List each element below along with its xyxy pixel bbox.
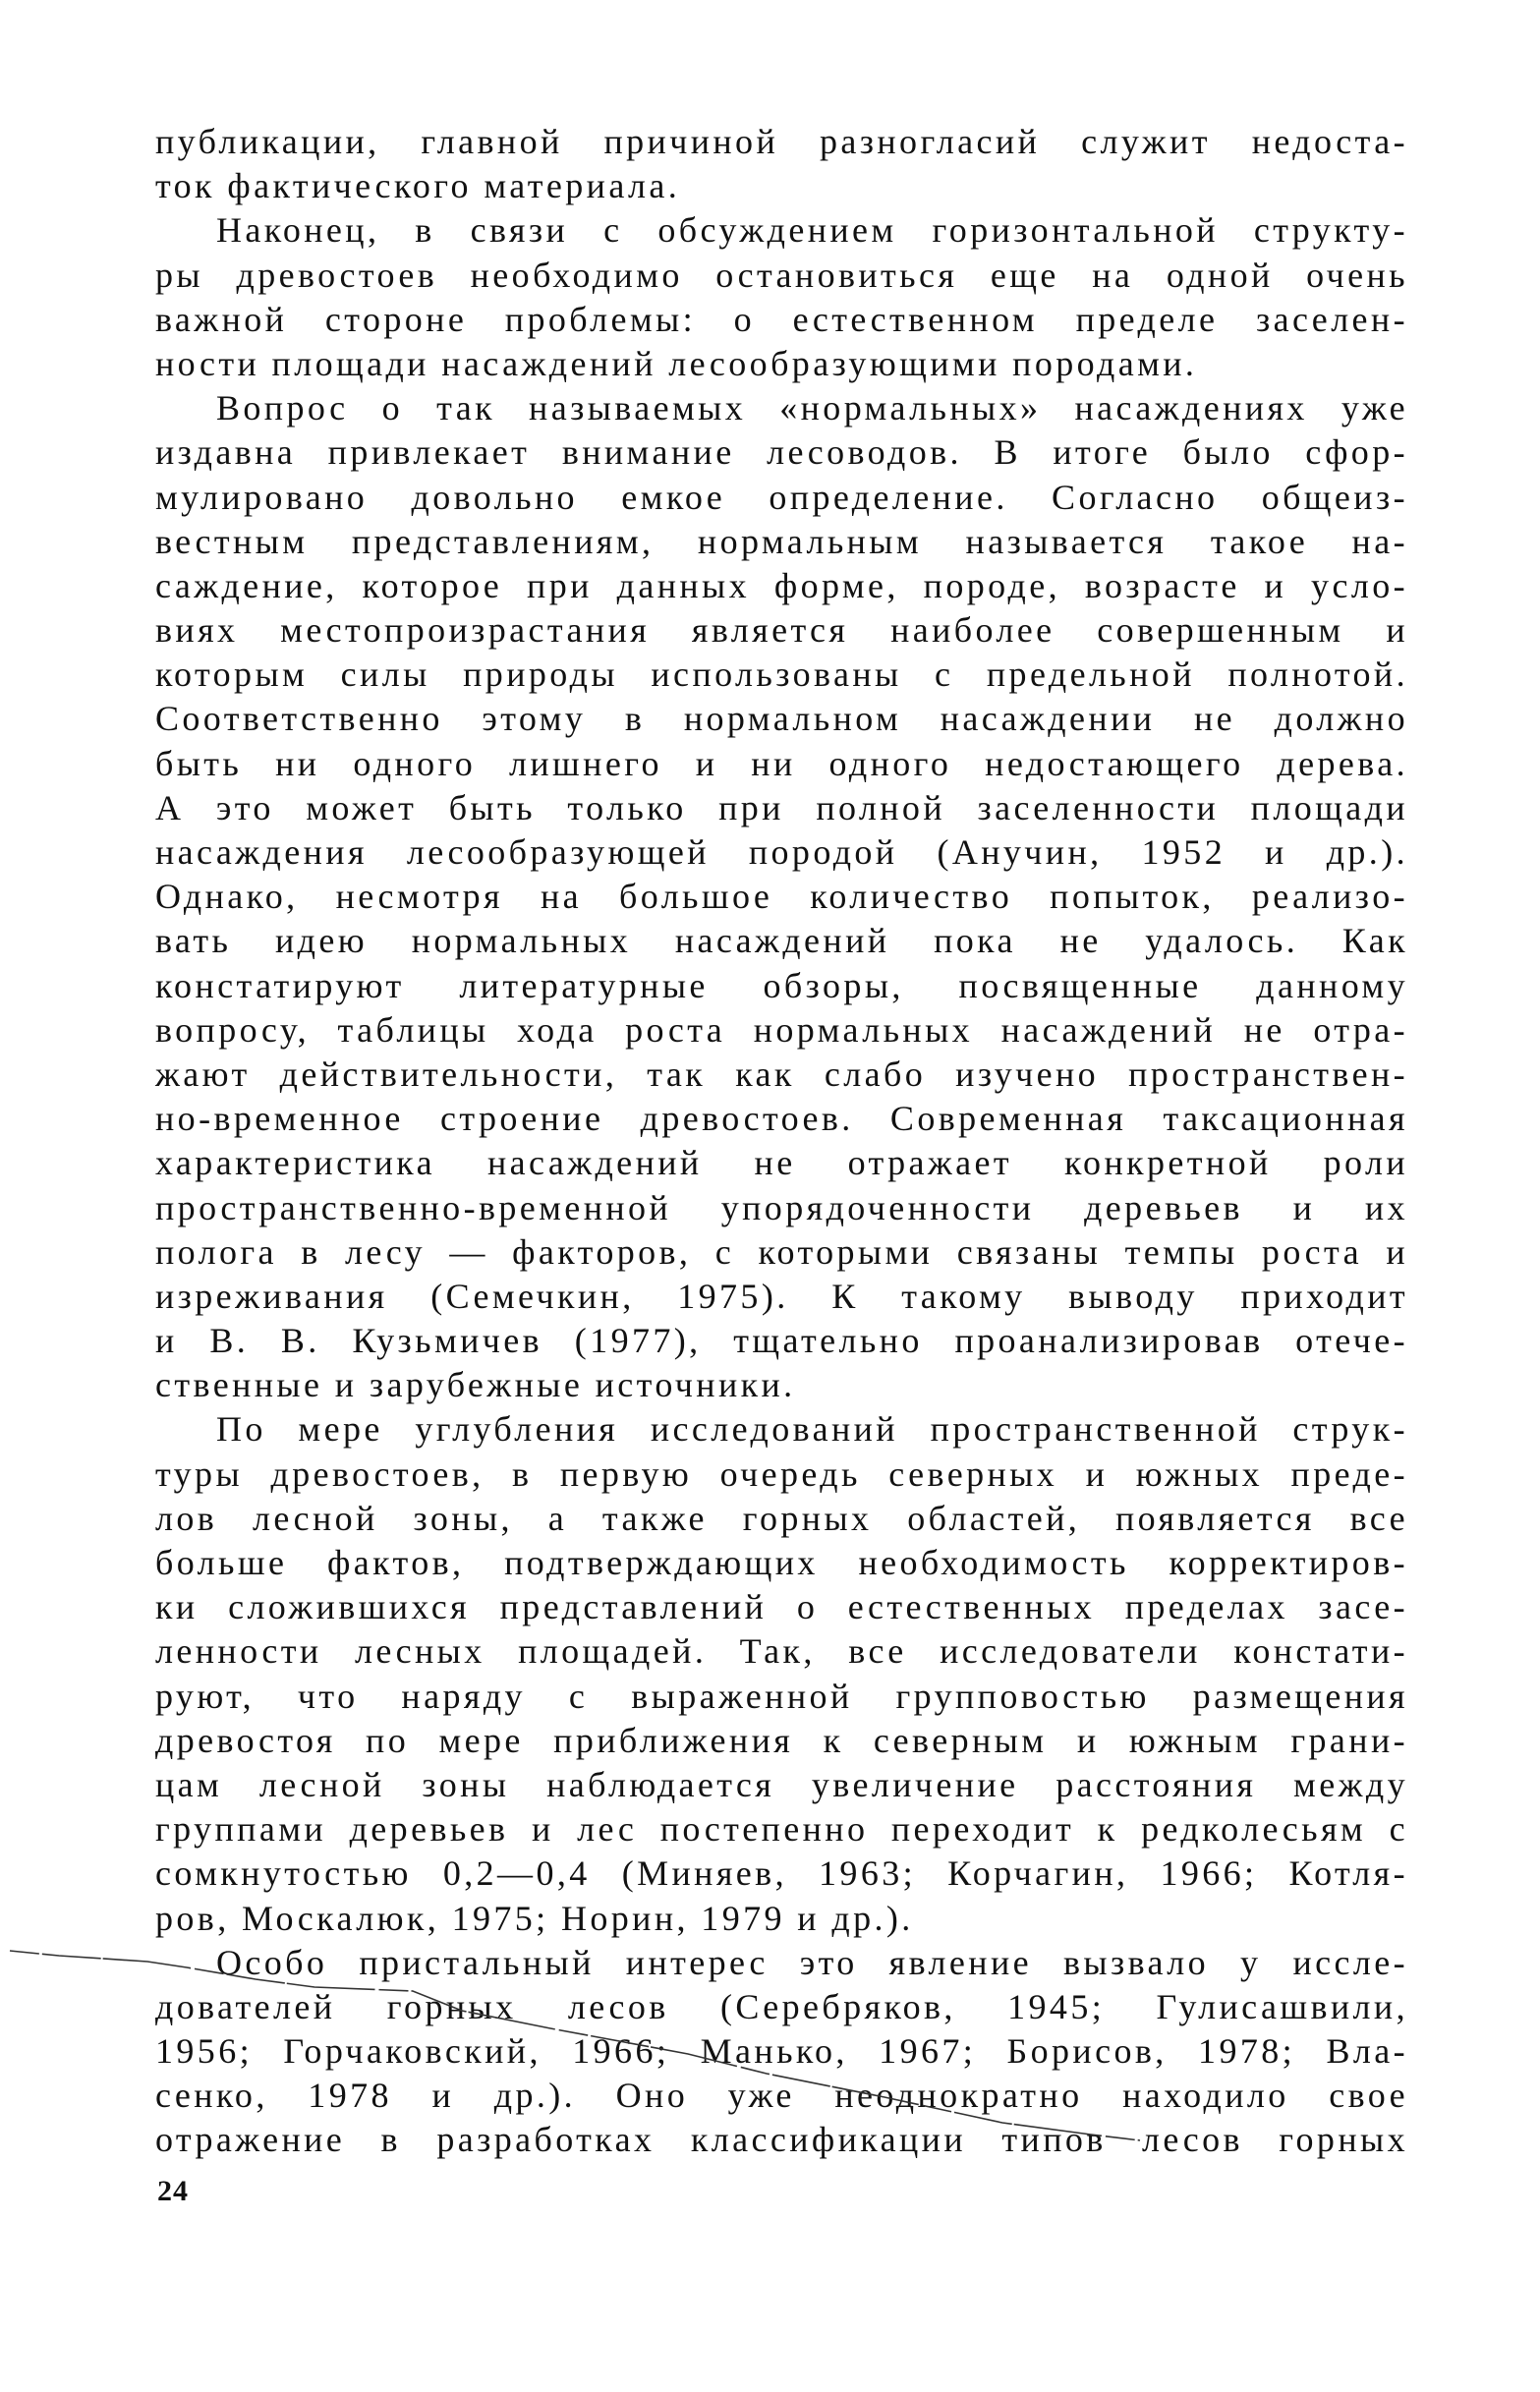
text-line: пространственно-временной упорядоченности деревьев и их	[155, 1187, 1408, 1227]
text-line: констатируют литературные обзоры, посвященные данному	[155, 965, 1408, 1005]
text-line: цам лесной зоны наблюдается увеличение расстояния между	[155, 1764, 1408, 1804]
text-line: и В. В. Кузьмичев (1977), тщательно проанализировав отече-	[155, 1321, 1408, 1361]
text-line: важной стороне проблемы: о естественном пределе заселен-	[155, 299, 1408, 339]
text-line: полога в лесу — факторов, с которыми связаны темпы роста и	[155, 1231, 1408, 1272]
text-line: издавна привлекает внимание лесоводов. В итоге было сфор-	[155, 432, 1408, 473]
text-line: сомкнутостью 0,2—0,4 (Миняев, 1963; Корчагин, 1966; Котля-	[155, 1853, 1408, 1894]
text-line: дователей горных лесов (Серебряков, 1945; Гулисашвили,	[155, 1986, 1408, 2026]
text-line: ток фактического материала.	[155, 166, 681, 206]
text-line: руют, что наряду с выраженной групповостью размещения	[155, 1676, 1408, 1716]
text-line: жают действительности, так как слабо изучено пространствен-	[155, 1054, 1408, 1094]
text-line: лов лесной зоны, а также горных областей, появляется все	[155, 1498, 1408, 1538]
text-line: Особо пристальный интерес это явление вызвало у иссле-	[216, 1942, 1408, 1982]
text-line: ственные и зарубежные источники.	[155, 1365, 796, 1405]
text-line: А это может быть только при полной заселенности площади	[155, 787, 1408, 827]
text-line: саждение, которое при данных форме, породе, возрасте и усло-	[155, 565, 1408, 605]
text-line: Однако, несмотря на большое количество попыток, реализо-	[155, 877, 1408, 917]
text-line: публикации, главной причиной разногласий служит недоста-	[155, 122, 1408, 161]
text-line: ленности лесных площадей. Так, все исследователи констати-	[155, 1631, 1408, 1672]
text-line: вать идею нормальных насаждений пока не удалось. Как	[155, 921, 1408, 961]
text-line: туры древостоев, в первую очередь северных и южных преде-	[155, 1453, 1408, 1494]
text-line: отражение в разработках классификации типов лесов горных	[155, 2120, 1408, 2160]
text-line: изреживания (Семечкин, 1975). К такому выводу приходит	[155, 1276, 1408, 1316]
text-line: но-временное строение древостоев. Современная таксационная	[155, 1099, 1408, 1139]
text-line: ности площади насаждений лесообразующими породами.	[155, 343, 1198, 383]
text-line: По мере углубления исследований пространственной струк-	[216, 1409, 1408, 1450]
text-line: вопросу, таблицы хода роста нормальных насаждений не отра-	[155, 1009, 1408, 1050]
text-line: мулировано довольно емкое определение. Согласно общеиз-	[155, 477, 1408, 517]
text-line: Соответственно этому в нормальном насаждении не должно	[155, 699, 1408, 739]
text-line: ров, Москалюк, 1975; Норин, 1979 и др.).	[155, 1898, 914, 1938]
body-text	[155, 120, 1408, 2163]
page-number: 24	[157, 2175, 189, 2207]
text-line: которым силы природы использованы с предельной полнотой.	[155, 655, 1408, 695]
text-line: группами деревьев и лес постепенно переходит к редколесьям с	[155, 1809, 1408, 1850]
text-line: сенко, 1978 и др.). Оно уже неоднократно находило свое	[155, 2076, 1408, 2116]
text-line: больше фактов, подтверждающих необходимость корректиров-	[155, 1543, 1408, 1582]
text-line: быть ни одного лишнего и ни одного недостающего дерева.	[155, 743, 1408, 783]
text-line: ры древостоев необходимо остановиться еще на одной очень	[155, 255, 1408, 295]
text-line: вестным представлениям, нормальным называется такое на-	[155, 521, 1408, 561]
text-line: древостоя по мере приближения к северным и южным грани-	[155, 1720, 1408, 1760]
text-line: Наконец, в связи с обсуждением горизонтальной структу-	[216, 210, 1408, 251]
text-line: 1956; Горчаковский, 1966; Манько, 1967; Борисов, 1978; Вла-	[155, 2031, 1408, 2072]
text-line: Вопрос о так называемых «нормальных» насаждениях уже	[216, 388, 1408, 428]
text-line: характеристика насаждений не отражает конкретной роли	[155, 1143, 1408, 1183]
text-line: ки сложившихся представлений о естественных пределах засе-	[155, 1587, 1408, 1627]
text-line: виях местопроизрастания является наиболее совершенным и	[155, 610, 1408, 651]
text-line: насаждения лесообразующей породой (Анучин, 1952 и др.).	[155, 832, 1408, 872]
